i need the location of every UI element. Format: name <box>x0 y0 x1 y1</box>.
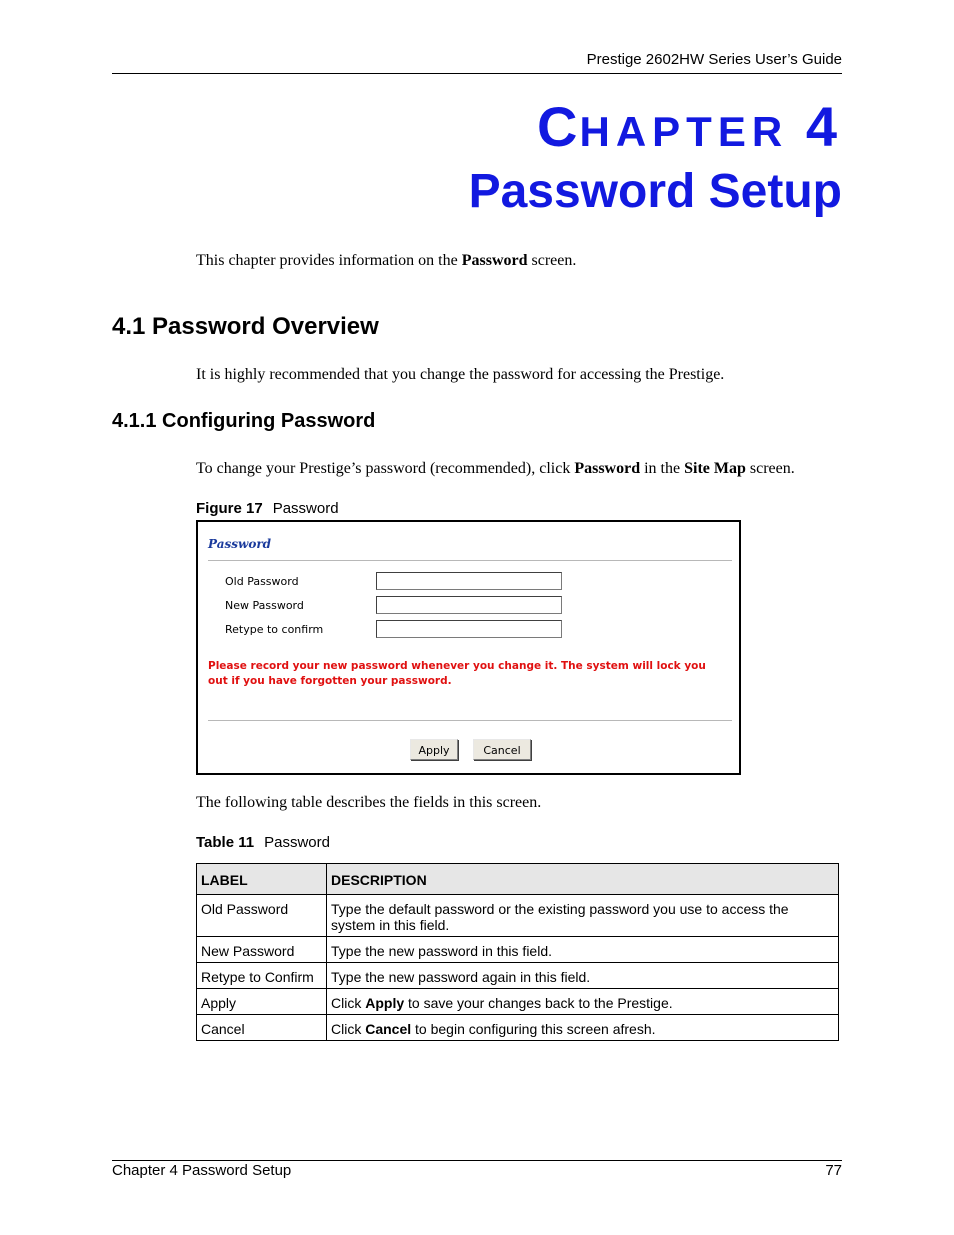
new-password-input[interactable] <box>376 596 562 614</box>
page-number: 77 <box>825 1162 842 1179</box>
screen-bottom-rule <box>208 720 732 721</box>
password-warning: Please record your new password whenever you change it. The system will lock you out if you have forgotten your password. <box>208 660 706 687</box>
password-screen-figure <box>196 520 741 775</box>
table-row <box>197 963 839 989</box>
intro-bold: Password <box>461 252 528 269</box>
row-description <box>327 989 839 1015</box>
table-caption-label: Table 11 <box>196 834 255 851</box>
row-description-text: Click <box>331 1021 366 1037</box>
retype-password-label: Retype to confirm <box>225 623 324 636</box>
table-caption <box>196 834 330 851</box>
intro-text: This chapter provides information on the <box>196 252 462 269</box>
old-password-label: Old Password <box>225 575 299 588</box>
subsection-bold-1: Password <box>574 460 641 477</box>
row-description-bold: Apply <box>365 995 405 1011</box>
subsection-text-2: in the <box>640 460 685 477</box>
table-row <box>197 937 839 963</box>
description-column-header: DESCRIPTION <box>327 864 839 895</box>
section-heading: 4.1 Password Overview <box>112 313 379 340</box>
row-description: Type the default password or the existing password you use to access the system in this field. <box>327 895 839 937</box>
row-description <box>327 1015 839 1041</box>
table-caption-text: Password <box>264 834 330 851</box>
table-intro: The following table describes the fields in this screen. <box>196 794 542 811</box>
row-label: Cancel <box>197 1015 327 1041</box>
subsection-heading: 4.1.1 Configuring Password <box>112 410 376 432</box>
apply-button[interactable]: Apply <box>410 739 458 760</box>
intro-paragraph <box>196 252 576 270</box>
chapter-label <box>537 95 839 158</box>
chapter-number: 4 <box>805 95 839 158</box>
label-column-header: LABEL <box>197 864 327 895</box>
row-description-bold: Cancel <box>365 1021 412 1037</box>
row-description: Type the new password in this field. <box>327 937 839 963</box>
row-description-text: Click <box>331 995 366 1011</box>
subsection-bold-2: Site Map <box>684 460 746 477</box>
table-row <box>197 895 839 937</box>
subsection-text-1: To change your Prestige’s password (recommended), click <box>196 460 575 477</box>
footer-chapter-title: Chapter 4 Password Setup <box>112 1162 292 1179</box>
table-row <box>197 989 839 1015</box>
screen-title-rule <box>208 560 732 561</box>
subsection-text-3: screen. <box>745 460 795 477</box>
footer-rule <box>112 1160 842 1161</box>
new-password-label: New Password <box>225 599 304 612</box>
running-header: Prestige 2602HW Series User’s Guide <box>586 51 842 68</box>
row-label: Apply <box>197 989 327 1015</box>
header-rule <box>112 73 842 74</box>
figure-caption <box>196 500 339 517</box>
section-paragraph: It is highly recommended that you change the password for accessing the Prestige. <box>196 366 725 383</box>
row-description-text-end: to begin configuring this screen afresh. <box>411 1021 656 1037</box>
row-label: New Password <box>197 937 327 963</box>
chapter-title: Password Setup <box>468 165 842 218</box>
row-label: Retype to Confirm <box>197 963 327 989</box>
row-label: Old Password <box>197 895 327 937</box>
cancel-button[interactable]: Cancel <box>473 739 531 760</box>
screen-title: Password <box>208 537 272 551</box>
chapter-label-initial: C <box>537 95 580 158</box>
table-row <box>197 1015 839 1041</box>
chapter-label-rest: HAPTER <box>579 108 789 155</box>
table-header-row <box>197 864 839 895</box>
password-field-table <box>196 863 839 1041</box>
figure-caption-text: Password <box>272 500 339 517</box>
subsection-paragraph <box>196 460 795 478</box>
old-password-input[interactable] <box>376 572 562 590</box>
figure-caption-label: Figure 17 <box>196 500 263 517</box>
intro-text-end: screen. <box>527 252 577 269</box>
row-description-text-end: to save your changes back to the Prestige. <box>404 995 673 1011</box>
row-description: Type the new password again in this field. <box>327 963 839 989</box>
retype-password-input[interactable] <box>376 620 562 638</box>
